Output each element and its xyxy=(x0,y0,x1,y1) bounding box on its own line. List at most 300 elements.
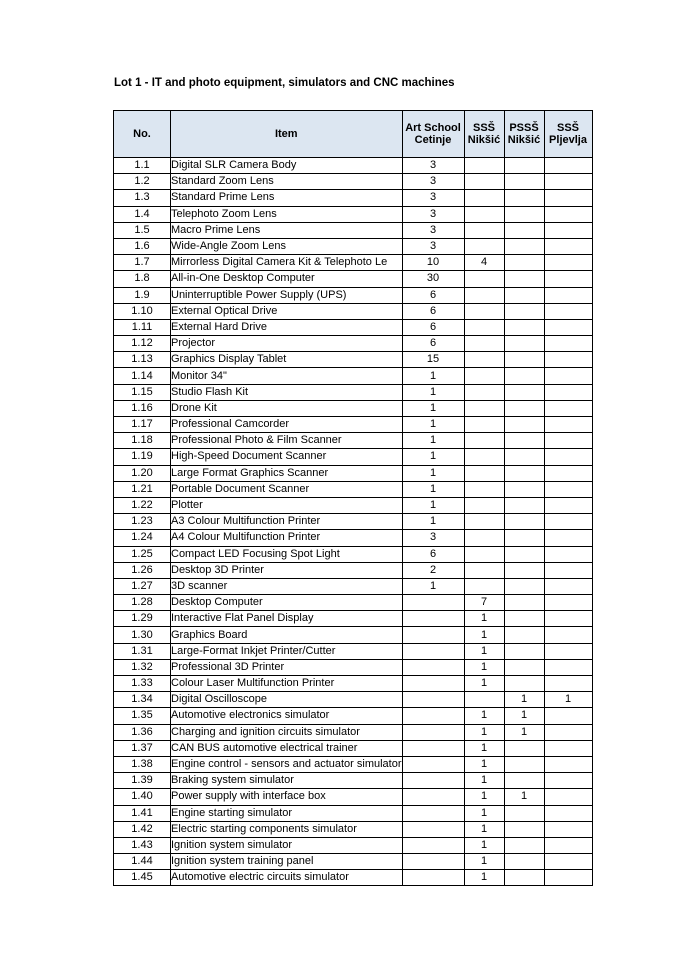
table-row xyxy=(114,724,593,740)
cell-sss-niksic xyxy=(464,578,504,594)
table-row xyxy=(114,433,593,449)
cell-no: 1.10 xyxy=(114,303,171,319)
cell-sss-niksic xyxy=(464,465,504,481)
cell-sss-pljevlja xyxy=(544,497,592,513)
cell-no: 1.8 xyxy=(114,271,171,287)
cell-art-school-cetinje xyxy=(402,692,464,708)
cell-item: Interactive Flat Panel Display xyxy=(171,611,403,627)
cell-no: 1.38 xyxy=(114,756,171,772)
cell-sss-pljevlja xyxy=(544,627,592,643)
table-row xyxy=(114,303,593,319)
cell-item: External Hard Drive xyxy=(171,319,403,335)
cell-art-school-cetinje: 2 xyxy=(402,562,464,578)
cell-item: CAN BUS automotive electrical trainer xyxy=(171,740,403,756)
cell-art-school-cetinje: 6 xyxy=(402,319,464,335)
cell-sss-niksic: 1 xyxy=(464,643,504,659)
cell-sss-pljevlja xyxy=(544,449,592,465)
table-row xyxy=(114,352,593,368)
cell-sss-niksic: 1 xyxy=(464,821,504,837)
cell-sss-pljevlja xyxy=(544,546,592,562)
cell-art-school-cetinje: 3 xyxy=(402,206,464,222)
cell-item: Engine starting simulator xyxy=(171,805,403,821)
table-row xyxy=(114,255,593,271)
cell-art-school-cetinje xyxy=(402,870,464,886)
cell-sss-pljevlja xyxy=(544,578,592,594)
cell-sss-pljevlja xyxy=(544,708,592,724)
cell-art-school-cetinje xyxy=(402,708,464,724)
cell-psss-niksic xyxy=(504,271,544,287)
cell-sss-niksic xyxy=(464,449,504,465)
cell-no: 1.42 xyxy=(114,821,171,837)
cell-psss-niksic xyxy=(504,659,544,675)
table-row xyxy=(114,222,593,238)
table-row xyxy=(114,854,593,870)
header-sss-pljevlja xyxy=(544,111,592,158)
cell-sss-niksic: 4 xyxy=(464,255,504,271)
cell-psss-niksic xyxy=(504,578,544,594)
cell-sss-pljevlja xyxy=(544,465,592,481)
cell-no: 1.32 xyxy=(114,659,171,675)
cell-item: Studio Flash Kit xyxy=(171,384,403,400)
cell-psss-niksic xyxy=(504,158,544,174)
cell-sss-niksic xyxy=(464,206,504,222)
table-row xyxy=(114,206,593,222)
cell-sss-pljevlja xyxy=(544,805,592,821)
cell-art-school-cetinje: 3 xyxy=(402,222,464,238)
cell-art-school-cetinje: 1 xyxy=(402,433,464,449)
cell-item: Drone Kit xyxy=(171,400,403,416)
cell-psss-niksic xyxy=(504,497,544,513)
cell-psss-niksic xyxy=(504,255,544,271)
cell-psss-niksic: 1 xyxy=(504,708,544,724)
cell-sss-pljevlja xyxy=(544,174,592,190)
cell-sss-pljevlja xyxy=(544,854,592,870)
cell-art-school-cetinje: 10 xyxy=(402,255,464,271)
header-sss-pljevlja-line2: Pljevlja xyxy=(549,134,587,146)
cell-sss-niksic xyxy=(464,562,504,578)
cell-item: Telephoto Zoom Lens xyxy=(171,206,403,222)
cell-art-school-cetinje: 3 xyxy=(402,174,464,190)
cell-psss-niksic xyxy=(504,287,544,303)
table-row xyxy=(114,789,593,805)
cell-art-school-cetinje: 1 xyxy=(402,368,464,384)
cell-psss-niksic xyxy=(504,514,544,530)
table-row xyxy=(114,676,593,692)
cell-art-school-cetinje xyxy=(402,643,464,659)
cell-art-school-cetinje: 1 xyxy=(402,465,464,481)
cell-item: Desktop Computer xyxy=(171,595,403,611)
cell-no: 1.37 xyxy=(114,740,171,756)
header-sss-niksic-line2: Nikšić xyxy=(467,134,501,146)
cell-item: Professional 3D Printer xyxy=(171,659,403,675)
cell-sss-niksic: 1 xyxy=(464,708,504,724)
cell-art-school-cetinje: 15 xyxy=(402,352,464,368)
cell-sss-niksic xyxy=(464,433,504,449)
header-item: Item xyxy=(171,111,403,158)
table-row xyxy=(114,595,593,611)
cell-item: Monitor 34" xyxy=(171,368,403,384)
cell-sss-niksic xyxy=(464,692,504,708)
cell-art-school-cetinje: 3 xyxy=(402,530,464,546)
header-psss-niksic-line1: PSSŠ xyxy=(509,122,539,134)
cell-no: 1.2 xyxy=(114,174,171,190)
cell-item: All-in-One Desktop Computer xyxy=(171,271,403,287)
cell-no: 1.12 xyxy=(114,336,171,352)
table-row xyxy=(114,659,593,675)
cell-item: Projector xyxy=(171,336,403,352)
cell-psss-niksic xyxy=(504,238,544,254)
cell-sss-niksic xyxy=(464,303,504,319)
cell-sss-pljevlja xyxy=(544,789,592,805)
cell-art-school-cetinje xyxy=(402,854,464,870)
cell-sss-niksic: 1 xyxy=(464,724,504,740)
header-art-school-cetinje xyxy=(402,111,464,158)
cell-item: Automotive electric circuits simulator xyxy=(171,870,403,886)
table-row xyxy=(114,174,593,190)
table-row xyxy=(114,870,593,886)
cell-item: Power supply with interface box xyxy=(171,789,403,805)
table-row xyxy=(114,497,593,513)
cell-item: Large-Format Inkjet Printer/Cutter xyxy=(171,643,403,659)
cell-psss-niksic xyxy=(504,222,544,238)
cell-item: Professional Photo & Film Scanner xyxy=(171,433,403,449)
cell-psss-niksic xyxy=(504,595,544,611)
cell-psss-niksic xyxy=(504,805,544,821)
cell-psss-niksic xyxy=(504,643,544,659)
cell-sss-pljevlja xyxy=(544,740,592,756)
cell-sss-pljevlja xyxy=(544,352,592,368)
header-psss-niksic xyxy=(504,111,544,158)
cell-art-school-cetinje: 1 xyxy=(402,497,464,513)
header-art-school-cetinje-line2: Cetinje xyxy=(414,134,452,146)
header-no: No. xyxy=(114,111,171,158)
cell-sss-pljevlja xyxy=(544,870,592,886)
table-row xyxy=(114,578,593,594)
cell-psss-niksic xyxy=(504,854,544,870)
header-art-school-cetinje-line1: Art School xyxy=(405,122,461,134)
cell-sss-pljevlja xyxy=(544,676,592,692)
cell-psss-niksic xyxy=(504,465,544,481)
cell-sss-pljevlja xyxy=(544,756,592,772)
table-row xyxy=(114,465,593,481)
cell-sss-niksic: 7 xyxy=(464,595,504,611)
cell-art-school-cetinje: 6 xyxy=(402,303,464,319)
table-row xyxy=(114,238,593,254)
cell-sss-niksic xyxy=(464,190,504,206)
cell-sss-pljevlja xyxy=(544,562,592,578)
cell-psss-niksic xyxy=(504,530,544,546)
cell-no: 1.1 xyxy=(114,158,171,174)
cell-art-school-cetinje: 1 xyxy=(402,417,464,433)
cell-sss-pljevlja xyxy=(544,837,592,853)
cell-psss-niksic xyxy=(504,417,544,433)
cell-no: 1.28 xyxy=(114,595,171,611)
cell-sss-niksic xyxy=(464,530,504,546)
cell-no: 1.6 xyxy=(114,238,171,254)
cell-item: High-Speed Document Scanner xyxy=(171,449,403,465)
cell-sss-pljevlja xyxy=(544,287,592,303)
cell-no: 1.43 xyxy=(114,837,171,853)
cell-art-school-cetinje xyxy=(402,627,464,643)
cell-item: Digital SLR Camera Body xyxy=(171,158,403,174)
cell-no: 1.26 xyxy=(114,562,171,578)
cell-item: Charging and ignition circuits simulator xyxy=(171,724,403,740)
cell-art-school-cetinje xyxy=(402,740,464,756)
table-row xyxy=(114,368,593,384)
page-title: Lot 1 - IT and photo equipment, simulators and CNC machines xyxy=(114,77,455,89)
cell-no: 1.4 xyxy=(114,206,171,222)
cell-item: External Optical Drive xyxy=(171,303,403,319)
cell-item: Large Format Graphics Scanner xyxy=(171,465,403,481)
cell-sss-niksic xyxy=(464,368,504,384)
cell-art-school-cetinje: 6 xyxy=(402,546,464,562)
cell-art-school-cetinje xyxy=(402,724,464,740)
cell-item: Uninterruptible Power Supply (UPS) xyxy=(171,287,403,303)
cell-no: 1.14 xyxy=(114,368,171,384)
cell-item: Mirrorless Digital Camera Kit & Telephoto Le xyxy=(171,255,403,271)
cell-sss-pljevlja xyxy=(544,384,592,400)
cell-art-school-cetinje: 30 xyxy=(402,271,464,287)
cell-sss-pljevlja xyxy=(544,271,592,287)
cell-psss-niksic: 1 xyxy=(504,789,544,805)
cell-item: Braking system simulator xyxy=(171,773,403,789)
cell-sss-pljevlja xyxy=(544,514,592,530)
cell-sss-niksic: 1 xyxy=(464,756,504,772)
cell-art-school-cetinje: 3 xyxy=(402,190,464,206)
cell-sss-niksic xyxy=(464,238,504,254)
cell-art-school-cetinje: 3 xyxy=(402,238,464,254)
table-header-row xyxy=(114,111,593,158)
table-row xyxy=(114,530,593,546)
cell-item: Colour Laser Multifunction Printer xyxy=(171,676,403,692)
header-psss-niksic-line2: Nikšić xyxy=(507,134,541,146)
cell-sss-niksic xyxy=(464,222,504,238)
cell-no: 1.3 xyxy=(114,190,171,206)
header-sss-niksic xyxy=(464,111,504,158)
cell-no: 1.40 xyxy=(114,789,171,805)
cell-sss-pljevlja xyxy=(544,336,592,352)
cell-item: Graphics Display Tablet xyxy=(171,352,403,368)
cell-sss-pljevlja xyxy=(544,821,592,837)
cell-art-school-cetinje: 1 xyxy=(402,481,464,497)
cell-no: 1.29 xyxy=(114,611,171,627)
cell-art-school-cetinje: 1 xyxy=(402,400,464,416)
cell-psss-niksic xyxy=(504,352,544,368)
cell-no: 1.23 xyxy=(114,514,171,530)
cell-sss-pljevlja xyxy=(544,611,592,627)
cell-item: Compact LED Focusing Spot Light xyxy=(171,546,403,562)
cell-sss-niksic xyxy=(464,319,504,335)
cell-sss-niksic: 1 xyxy=(464,805,504,821)
table-row xyxy=(114,417,593,433)
cell-no: 1.9 xyxy=(114,287,171,303)
cell-psss-niksic xyxy=(504,319,544,335)
cell-psss-niksic xyxy=(504,870,544,886)
cell-item: Wide-Angle Zoom Lens xyxy=(171,238,403,254)
cell-item: Macro Prime Lens xyxy=(171,222,403,238)
table-row xyxy=(114,756,593,772)
cell-psss-niksic xyxy=(504,837,544,853)
cell-sss-niksic: 1 xyxy=(464,676,504,692)
table-row xyxy=(114,158,593,174)
cell-sss-niksic xyxy=(464,352,504,368)
cell-no: 1.7 xyxy=(114,255,171,271)
cell-art-school-cetinje: 1 xyxy=(402,384,464,400)
cell-sss-niksic xyxy=(464,400,504,416)
cell-item: 3D scanner xyxy=(171,578,403,594)
cell-no: 1.31 xyxy=(114,643,171,659)
cell-item: Graphics Board xyxy=(171,627,403,643)
cell-sss-pljevlja xyxy=(544,303,592,319)
cell-art-school-cetinje xyxy=(402,676,464,692)
cell-sss-pljevlja xyxy=(544,368,592,384)
table-row xyxy=(114,773,593,789)
cell-psss-niksic xyxy=(504,449,544,465)
header-sss-pljevlja-line1: SSŠ xyxy=(557,122,580,134)
table-row xyxy=(114,837,593,853)
cell-psss-niksic xyxy=(504,433,544,449)
cell-no: 1.17 xyxy=(114,417,171,433)
table-row xyxy=(114,562,593,578)
cell-art-school-cetinje xyxy=(402,805,464,821)
table-row xyxy=(114,514,593,530)
table-row xyxy=(114,271,593,287)
cell-art-school-cetinje: 6 xyxy=(402,287,464,303)
cell-sss-pljevlja xyxy=(544,206,592,222)
cell-sss-niksic: 1 xyxy=(464,854,504,870)
cell-art-school-cetinje xyxy=(402,659,464,675)
cell-psss-niksic xyxy=(504,562,544,578)
cell-sss-niksic: 1 xyxy=(464,611,504,627)
cell-item: Desktop 3D Printer xyxy=(171,562,403,578)
cell-no: 1.44 xyxy=(114,854,171,870)
cell-sss-pljevlja xyxy=(544,319,592,335)
cell-psss-niksic xyxy=(504,627,544,643)
cell-no: 1.11 xyxy=(114,319,171,335)
cell-sss-niksic: 1 xyxy=(464,870,504,886)
table-row xyxy=(114,821,593,837)
cell-sss-pljevlja xyxy=(544,433,592,449)
cell-no: 1.34 xyxy=(114,692,171,708)
cell-no: 1.18 xyxy=(114,433,171,449)
cell-art-school-cetinje: 1 xyxy=(402,578,464,594)
table-row xyxy=(114,287,593,303)
cell-no: 1.35 xyxy=(114,708,171,724)
cell-no: 1.39 xyxy=(114,773,171,789)
cell-sss-niksic xyxy=(464,271,504,287)
cell-sss-pljevlja xyxy=(544,643,592,659)
cell-sss-niksic xyxy=(464,514,504,530)
cell-item: Electric starting components simulator xyxy=(171,821,403,837)
table-row xyxy=(114,692,593,708)
cell-art-school-cetinje xyxy=(402,595,464,611)
cell-art-school-cetinje: 3 xyxy=(402,158,464,174)
cell-no: 1.41 xyxy=(114,805,171,821)
table-row xyxy=(114,708,593,724)
cell-sss-niksic xyxy=(464,497,504,513)
cell-no: 1.36 xyxy=(114,724,171,740)
table-row xyxy=(114,319,593,335)
cell-psss-niksic xyxy=(504,821,544,837)
cell-art-school-cetinje: 6 xyxy=(402,336,464,352)
cell-art-school-cetinje xyxy=(402,773,464,789)
cell-sss-niksic: 1 xyxy=(464,627,504,643)
cell-no: 1.16 xyxy=(114,400,171,416)
cell-psss-niksic xyxy=(504,174,544,190)
cell-sss-pljevlja xyxy=(544,481,592,497)
cell-psss-niksic xyxy=(504,740,544,756)
cell-no: 1.13 xyxy=(114,352,171,368)
cell-item: A3 Colour Multifunction Printer xyxy=(171,514,403,530)
table-row xyxy=(114,384,593,400)
table-row xyxy=(114,546,593,562)
table-row xyxy=(114,449,593,465)
cell-no: 1.24 xyxy=(114,530,171,546)
cell-sss-niksic xyxy=(464,417,504,433)
cell-psss-niksic: 1 xyxy=(504,692,544,708)
cell-sss-niksic xyxy=(464,174,504,190)
cell-no: 1.21 xyxy=(114,481,171,497)
cell-sss-niksic: 1 xyxy=(464,740,504,756)
cell-no: 1.45 xyxy=(114,870,171,886)
cell-no: 1.25 xyxy=(114,546,171,562)
cell-psss-niksic: 1 xyxy=(504,724,544,740)
cell-item: Plotter xyxy=(171,497,403,513)
cell-art-school-cetinje: 1 xyxy=(402,514,464,530)
cell-psss-niksic xyxy=(504,384,544,400)
header-sss-niksic-line1: SSŠ xyxy=(473,122,496,134)
table-row xyxy=(114,336,593,352)
cell-art-school-cetinje xyxy=(402,837,464,853)
table-row xyxy=(114,740,593,756)
cell-sss-niksic xyxy=(464,384,504,400)
cell-sss-pljevlja xyxy=(544,238,592,254)
cell-item: Professional Camcorder xyxy=(171,417,403,433)
cell-item: Engine control - sensors and actuator simulator xyxy=(171,756,403,772)
cell-sss-pljevlja xyxy=(544,595,592,611)
cell-sss-pljevlja xyxy=(544,659,592,675)
cell-psss-niksic xyxy=(504,756,544,772)
cell-art-school-cetinje xyxy=(402,789,464,805)
cell-sss-pljevlja xyxy=(544,222,592,238)
cell-psss-niksic xyxy=(504,676,544,692)
equipment-table xyxy=(113,110,593,886)
cell-psss-niksic xyxy=(504,400,544,416)
cell-sss-pljevlja xyxy=(544,400,592,416)
cell-sss-niksic xyxy=(464,481,504,497)
cell-sss-pljevlja xyxy=(544,530,592,546)
cell-psss-niksic xyxy=(504,368,544,384)
cell-art-school-cetinje xyxy=(402,611,464,627)
table-body xyxy=(114,158,593,886)
cell-sss-pljevlja xyxy=(544,773,592,789)
cell-psss-niksic xyxy=(504,546,544,562)
cell-psss-niksic xyxy=(504,206,544,222)
cell-item: Automotive electronics simulator xyxy=(171,708,403,724)
cell-sss-niksic: 1 xyxy=(464,789,504,805)
cell-sss-niksic: 1 xyxy=(464,659,504,675)
table-row xyxy=(114,190,593,206)
cell-sss-niksic xyxy=(464,158,504,174)
cell-item: Portable Document Scanner xyxy=(171,481,403,497)
cell-psss-niksic xyxy=(504,773,544,789)
cell-sss-pljevlja xyxy=(544,190,592,206)
cell-no: 1.20 xyxy=(114,465,171,481)
cell-no: 1.27 xyxy=(114,578,171,594)
cell-psss-niksic xyxy=(504,336,544,352)
cell-sss-pljevlja xyxy=(544,255,592,271)
table-row xyxy=(114,481,593,497)
